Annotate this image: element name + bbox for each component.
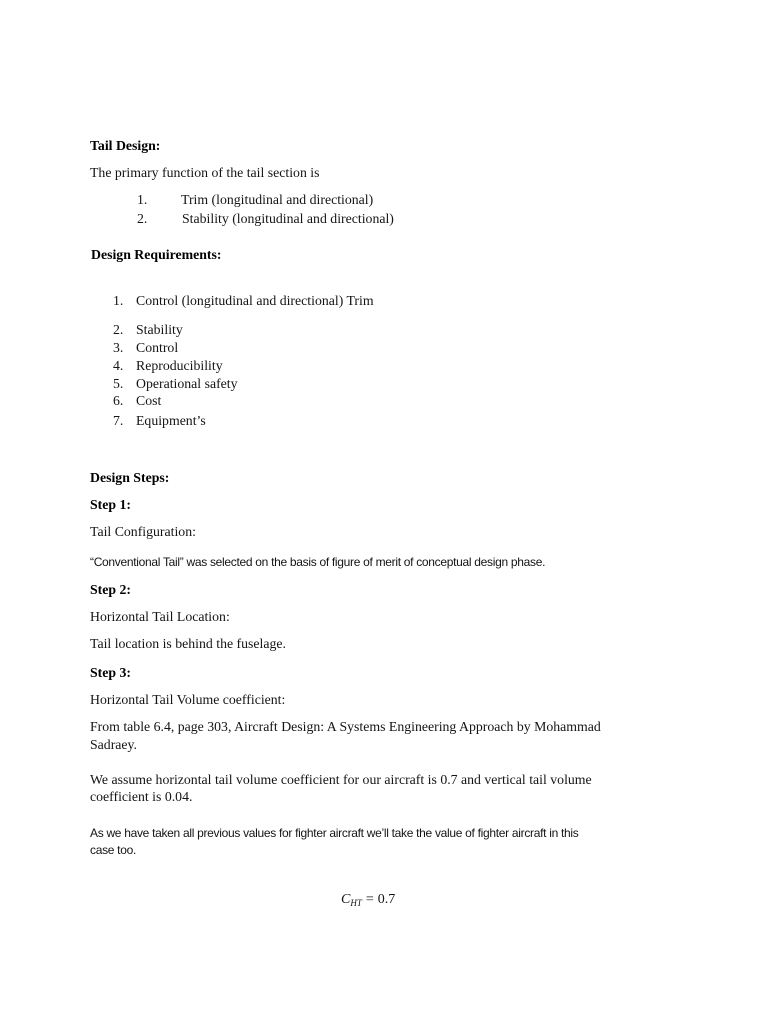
list-item-text: Cost [136, 393, 162, 408]
list-item-text: Trim (longitudinal and directional) [181, 192, 374, 207]
step-paragraph-line: case too. [90, 843, 136, 857]
equation-subscript: HT [350, 898, 362, 908]
step-paragraph-line: From table 6.4, page 303, Aircraft Design: A Systems Engineering Approach by Mohammad [90, 719, 601, 734]
list-item-number: 2. [113, 322, 124, 337]
list-item-text: Stability [136, 322, 183, 337]
steps-heading: Design Steps: [90, 470, 170, 485]
step-paragraph-line: coefficient is 0.04. [90, 789, 193, 804]
list-item-number: 6. [113, 393, 124, 408]
step-paragraph-line: We assume horizontal tail volume coefficient for our aircraft is 0.7 and vertical tail volume [90, 772, 592, 787]
step-subtitle: Tail Configuration: [90, 524, 196, 539]
list-item-number: 3. [113, 340, 124, 355]
step-paragraph-line: Tail location is behind the fuselage. [90, 636, 286, 651]
list-item-number: 1. [137, 192, 148, 207]
intro-text: The primary function of the tail section is [90, 165, 320, 180]
step-paragraph-line: As we have taken all previous values for fighter aircraft we’ll take the value of fighter aircraft in this [90, 826, 579, 840]
list-item-text: Stability (longitudinal and directional) [182, 211, 394, 226]
list-item-number: 2. [137, 211, 148, 226]
list-item-text: Control [136, 340, 179, 355]
list-item-number: 5. [113, 376, 124, 391]
list-item-text: Reproducibility [136, 358, 223, 373]
list-item-number: 4. [113, 358, 124, 373]
list-item-number: 1. [113, 293, 124, 308]
step-label: Step 1: [90, 497, 132, 512]
step-label: Step 3: [90, 665, 132, 680]
equation [341, 892, 395, 908]
list-item-text: Equipment’s [136, 413, 206, 428]
step-paragraph-line: Sadraey. [90, 737, 137, 752]
step-subtitle: Horizontal Tail Location: [90, 609, 230, 624]
step-subtitle: Horizontal Tail Volume coefficient: [90, 692, 286, 707]
equation-equals: = [365, 892, 374, 907]
section-heading: Tail Design: [90, 138, 161, 153]
list-item-number: 7. [113, 413, 124, 428]
step-label: Step 2: [90, 582, 132, 597]
equation-symbol: C [341, 892, 351, 907]
list-item-text: Control (longitudinal and directional) Trim [136, 293, 374, 308]
step-paragraph-line: “Conventional Tail” was selected on the basis of figure of merit of conceptual design phase. [90, 555, 546, 569]
list-item-text: Operational safety [136, 376, 238, 391]
requirements-heading: Design Requirements: [91, 247, 222, 262]
equation-value: 0.7 [377, 892, 396, 907]
